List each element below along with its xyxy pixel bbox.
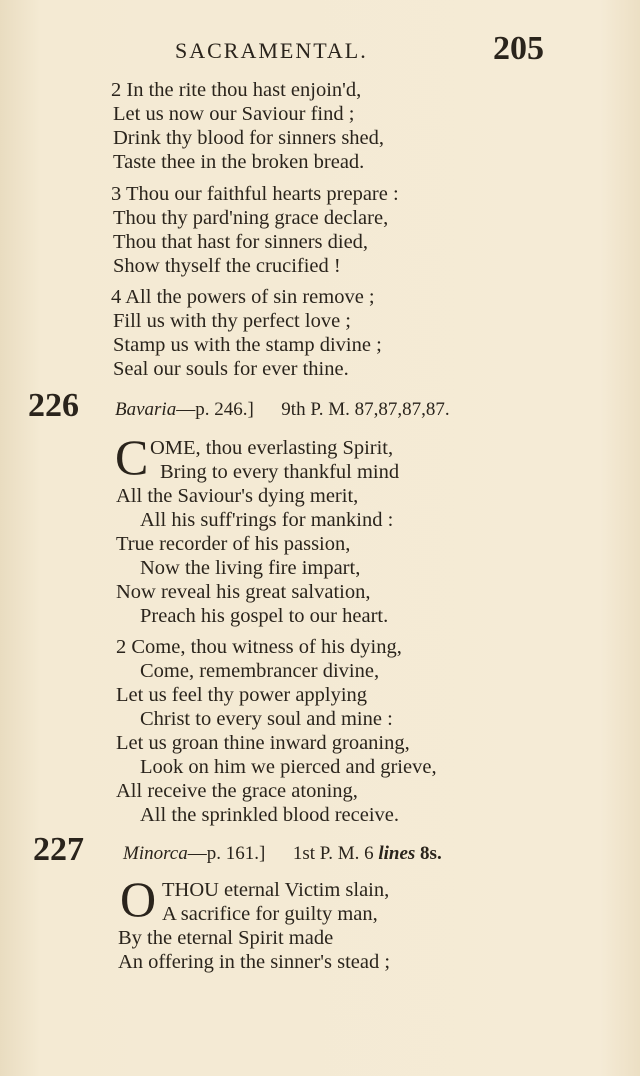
verse-line: Now reveal his great salvation, — [116, 581, 371, 603]
verse-line: Let us groan thine inward groaning, — [116, 732, 410, 754]
verse-line: Bring to every thankful mind — [160, 461, 400, 483]
verse-line: Show thyself the crucified ! — [113, 255, 341, 277]
verse-line: 3 Thou our faithful hearts prepare : — [111, 183, 399, 205]
meter: 9th P. M. 87,87,87,87. — [281, 399, 450, 420]
hymn-number: 227 — [33, 831, 84, 868]
drop-cap: O — [120, 871, 157, 927]
drop-cap: C — [115, 429, 149, 485]
meter: 1st P. M. 6 — [292, 843, 374, 864]
verse-line: Preach his gospel to our heart. — [140, 605, 389, 627]
hymn-number: 226 — [28, 387, 79, 424]
verse-line: Thou that hast for sinners died, — [113, 231, 369, 253]
tune-name: Minorca — [123, 843, 188, 864]
verse-line: Come, remembrancer divine, — [140, 660, 380, 682]
verse-line: Let us now our Saviour find ; — [113, 103, 355, 125]
verse-line: By the eternal Spirit made — [118, 927, 334, 949]
verse-line: Drink thy blood for sinners shed, — [113, 127, 385, 149]
running-head: SACRAMENTAL. — [175, 38, 368, 63]
verse-line: All the Saviour's dying merit, — [116, 485, 359, 507]
verse-line: THOU eternal Victim slain, — [162, 879, 390, 901]
verse-line: An offering in the sinner's stead ; — [118, 951, 391, 973]
page-number: 205 — [493, 30, 544, 67]
verse-line: Christ to every soul and mine : — [140, 708, 393, 730]
page-reference: —p. 246.] — [176, 399, 254, 420]
verse-line: Look on him we pierced and grieve, — [140, 756, 437, 778]
verse-line: Fill us with thy perfect love ; — [113, 310, 351, 332]
hymn-heading — [115, 399, 450, 421]
verse-line: All his suff'rings for mankind : — [140, 509, 394, 531]
verse-line: Thou thy pard'ning grace declare, — [113, 207, 389, 229]
meter-end: 8s. — [420, 843, 442, 864]
page-reference: —p. 161.] — [187, 843, 266, 864]
meter-lines: lines — [378, 843, 416, 864]
verse-line: All receive the grace atoning, — [116, 780, 358, 802]
verse-line: All the sprinkled blood receive. — [140, 804, 400, 826]
verse-line: 4 All the powers of sin remove ; — [111, 286, 375, 308]
tune-name: Bavaria — [115, 399, 177, 420]
verse-line: OME, thou everlasting Spirit, — [150, 437, 394, 459]
verse-line: A sacrifice for guilty man, — [162, 903, 378, 925]
verse-line: 2 Come, thou witness of his dying, — [116, 636, 402, 658]
page-header — [0, 30, 640, 70]
verse-line: Let us feel thy power applying — [116, 684, 368, 706]
verse-line: Taste thee in the broken bread. — [113, 151, 365, 173]
verse-line: Seal our souls for ever thine. — [113, 358, 349, 380]
verse-line: 2 In the rite thou hast enjoin'd, — [111, 79, 362, 101]
hymn-heading — [123, 843, 442, 865]
verse-line: Now the living fire impart, — [140, 557, 361, 579]
verse-line: True recorder of his passion, — [116, 533, 351, 555]
verse-line: Stamp us with the stamp divine ; — [113, 334, 382, 356]
